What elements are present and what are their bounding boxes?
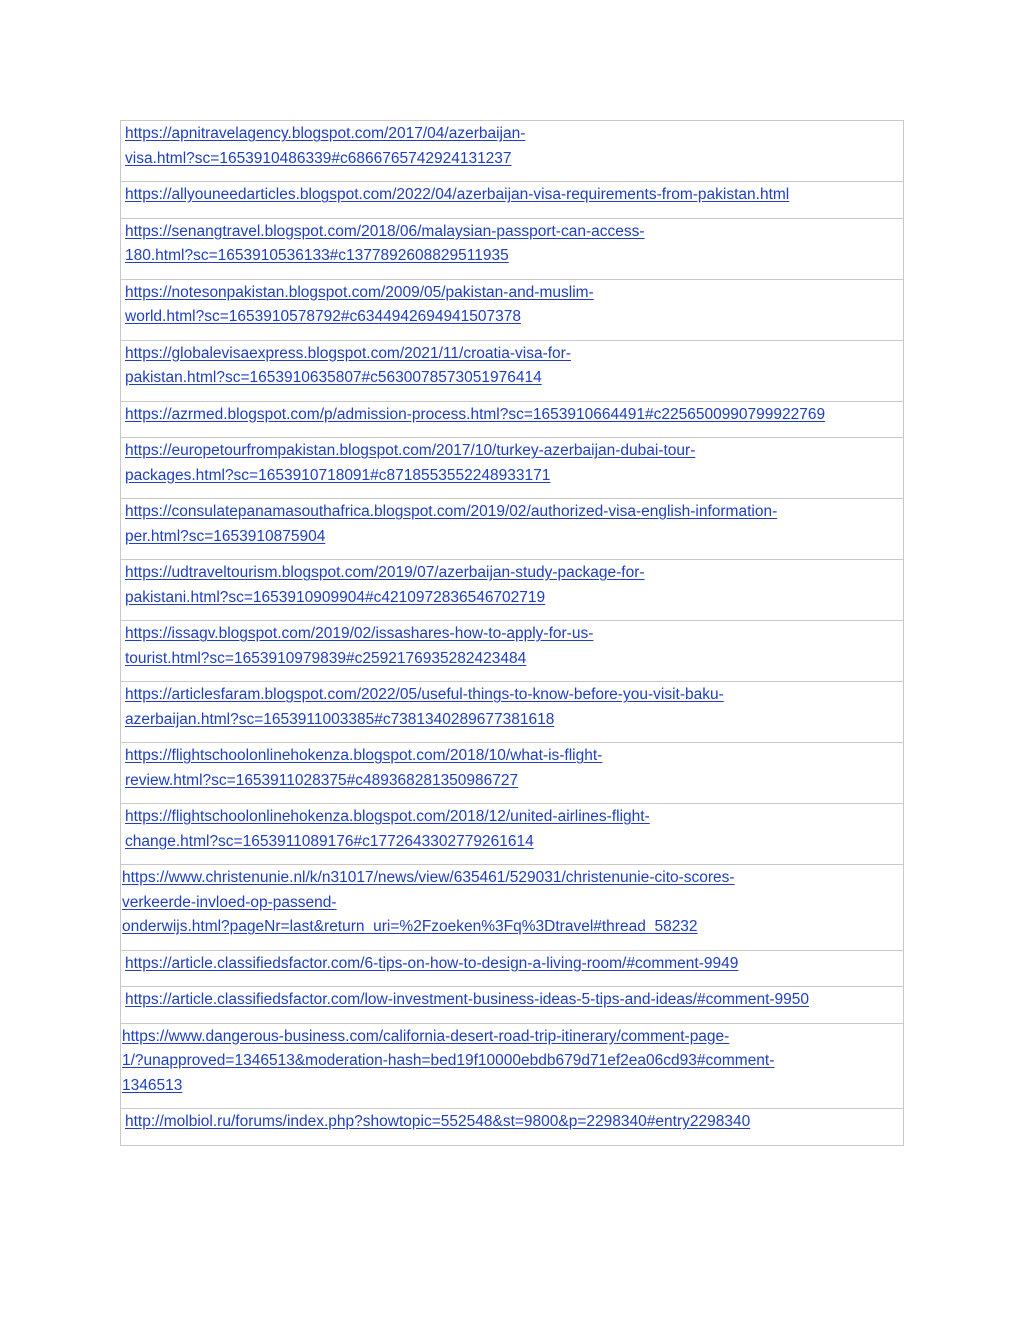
link-cell [121, 950, 904, 987]
hyperlink-text-line: https://europetourfrompakistan.blogspot.com/2017/10/turkey-azerbaijan-dubai-tour- [125, 442, 696, 459]
hyperlink[interactable] [122, 866, 899, 940]
hyperlink-text-line: https://www.dangerous-business.com/california-desert-road-trip-itinerary/comment-page- [122, 1027, 730, 1045]
hyperlink-text-line: visa.html?sc=1653910486339#c6866765742924131237 [125, 149, 512, 167]
hyperlink[interactable] [125, 561, 899, 610]
link-row [121, 682, 904, 743]
link-row [121, 499, 904, 560]
link-row [121, 438, 904, 499]
link-cell [121, 218, 904, 279]
link-row [121, 401, 904, 438]
link-row [121, 1109, 904, 1146]
hyperlink-text-line: https://consulatepanamasouthafrica.blogspot.com/2019/02/authorized-visa-english-information- [125, 503, 778, 520]
link-row [121, 743, 904, 804]
hyperlink-text-line: world.html?sc=1653910578792#c6344942694941507378 [125, 308, 522, 325]
link-cell [121, 279, 904, 340]
hyperlink-text-line: https://articlesfaram.blogspot.com/2022/05/useful-things-to-know-before-you-visit-baku- [125, 686, 724, 703]
hyperlink-text-line: https://notesonpakistan.blogspot.com/2009/05/pakistan-and-muslim- [125, 283, 594, 301]
link-row [121, 279, 904, 340]
hyperlink-text-line: 1346513 [122, 1076, 183, 1094]
hyperlink-text-line: https://udtraveltourism.blogspot.com/2019/07/azerbaijan-study-package-for- [125, 564, 645, 581]
hyperlink-text-line: verkeerde-invloed-op-passend- [122, 893, 337, 911]
link-cell [121, 621, 904, 682]
hyperlink-text-line: https://flightschoolonlinehokenza.blogspot.com/2018/12/united-airlines-flight- [125, 808, 650, 825]
hyperlink[interactable] [125, 439, 899, 488]
hyperlink[interactable] [125, 988, 899, 1013]
hyperlink[interactable] [125, 952, 899, 977]
hyperlink-text-line: https://globalevisaexpress.blogspot.com/2021/11/croatia-visa-for- [125, 344, 571, 362]
hyperlink-text-line: https://issagv.blogspot.com/2019/02/issashares-how-to-apply-for-us- [125, 625, 594, 642]
hyperlink-text-line: pakistan.html?sc=1653910635807#c5630078573051976414 [125, 369, 542, 386]
hyperlink[interactable] [125, 122, 899, 171]
hyperlink[interactable] [125, 183, 899, 208]
link-cell [121, 121, 904, 182]
hyperlink-text-line: http://molbiol.ru/forums/index.php?showtopic=552548&st=9800&p=2298340#entry2298340 [125, 1113, 751, 1130]
link-cell [121, 682, 904, 743]
link-cell [121, 560, 904, 621]
hyperlink-text-line: https://www.christenunie.nl/k/n31017/news/view/635461/529031/christenunie-cito-scores- [122, 869, 735, 886]
hyperlink[interactable] [125, 683, 899, 732]
link-row [121, 950, 904, 987]
link-cell [121, 804, 904, 865]
hyperlink-text-line: https://article.classifiedsfactor.com/6-tips-on-how-to-design-a-living-room/#comment-9949 [125, 954, 739, 972]
link-cell [121, 865, 904, 951]
hyperlink-text-line: https://article.classifiedsfactor.com/low-investment-business-ideas-5-tips-and-ideas/#comment-9950 [125, 991, 810, 1008]
hyperlink-text-line: onderwijs.html?pageNr=last&return_uri=%2Fzoeken%3Fq%3Dtravel#thread_58232 [122, 918, 698, 935]
link-row [121, 865, 904, 951]
link-cell [121, 987, 904, 1024]
link-cell [121, 1109, 904, 1146]
link-row [121, 182, 904, 219]
link-row [121, 804, 904, 865]
hyperlink-text-line: tourist.html?sc=1653910979839#c2592176935282423484 [125, 649, 527, 667]
hyperlink[interactable] [122, 1025, 899, 1099]
hyperlink-text-line: https://senangtravel.blogspot.com/2018/06/malaysian-passport-can-access- [125, 222, 645, 240]
hyperlink[interactable] [125, 622, 899, 671]
hyperlink-text-line: review.html?sc=1653911028375#c489368281350986727 [125, 771, 519, 789]
hyperlink[interactable] [125, 744, 899, 793]
hyperlink[interactable] [125, 1110, 899, 1135]
link-row [121, 560, 904, 621]
hyperlink[interactable] [125, 403, 899, 428]
link-row [121, 340, 904, 401]
link-row [121, 621, 904, 682]
hyperlink-text-line: packages.html?sc=1653910718091#c8718553552248933171 [125, 466, 551, 484]
link-cell [121, 401, 904, 438]
hyperlink[interactable] [125, 805, 899, 854]
link-row [121, 987, 904, 1024]
hyperlink[interactable] [125, 500, 899, 549]
hyperlink-text-line: change.html?sc=1653911089176#c1772643302779261614 [125, 832, 534, 850]
link-cell [121, 743, 904, 804]
link-rows [121, 121, 904, 1146]
link-row [121, 218, 904, 279]
hyperlink-text-line: https://allyouneedarticles.blogspot.com/2022/04/azerbaijan-visa-requirements-from-pakistan.html [125, 186, 790, 203]
hyperlink-text-line: pakistani.html?sc=1653910909904#c4210972836546702719 [125, 588, 546, 606]
hyperlink-text-line: https://flightschoolonlinehokenza.blogspot.com/2018/10/what-is-flight- [125, 747, 603, 764]
link-row [121, 121, 904, 182]
hyperlink[interactable] [125, 342, 899, 391]
hyperlink-text-line: https://azrmed.blogspot.com/p/admission-process.html?sc=1653910664491#c2256500990799922769 [125, 405, 826, 423]
link-cell [121, 340, 904, 401]
link-row [121, 1023, 904, 1109]
hyperlink-text-line: per.html?sc=1653910875904 [125, 527, 326, 545]
hyperlink-text-line: 1/?unapproved=1346513&moderation-hash=bed19f10000ebdb679d71ef2ea06cd93#comment- [122, 1052, 775, 1069]
link-cell [121, 1023, 904, 1109]
link-cell [121, 499, 904, 560]
hyperlink[interactable] [125, 281, 899, 330]
hyperlink-text-line: https://apnitravelagency.blogspot.com/2017/04/azerbaijan- [125, 125, 526, 142]
link-cell [121, 182, 904, 219]
hyperlink-text-line: 180.html?sc=1653910536133#c1377892608829511935 [125, 247, 509, 264]
hyperlink[interactable] [125, 220, 899, 269]
hyperlink-text-line: azerbaijan.html?sc=1653911003385#c7381340289677381618 [125, 710, 555, 728]
link-table [120, 120, 904, 1146]
link-cell [121, 438, 904, 499]
